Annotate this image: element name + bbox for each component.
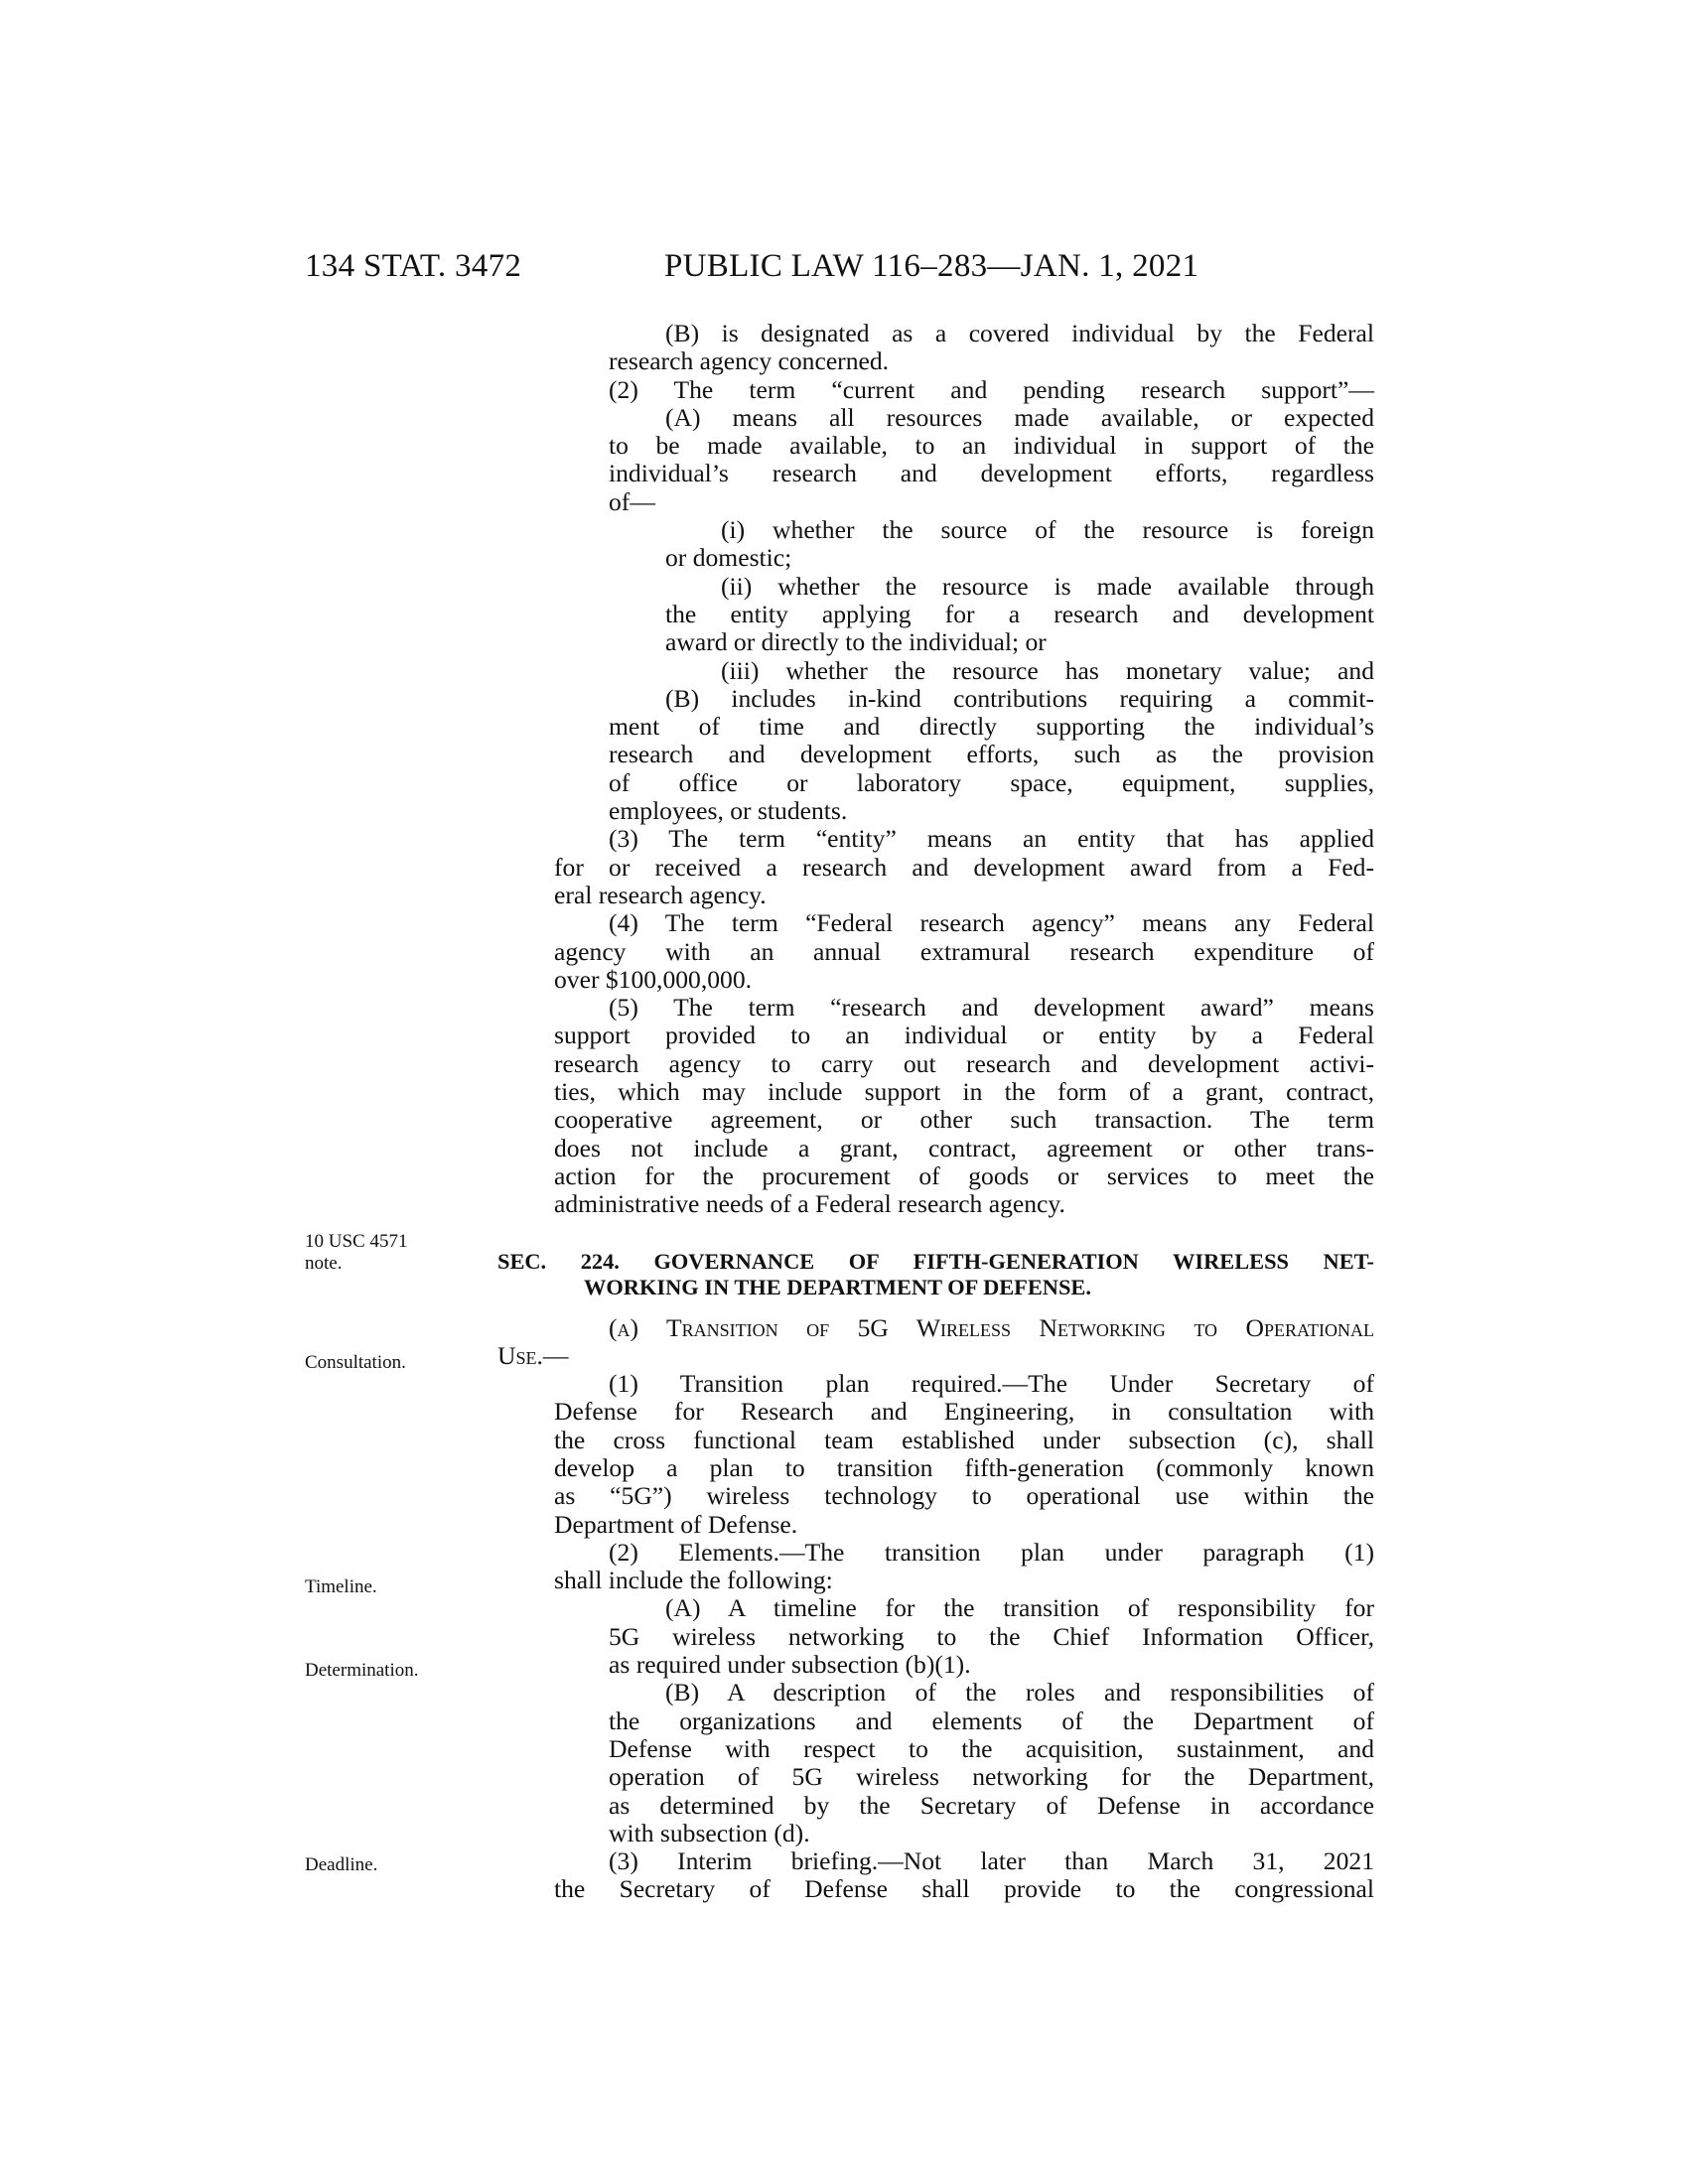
section-heading-continued: WORKING IN THE DEPARTMENT OF DEFENSE. xyxy=(584,1274,1091,1299)
text-line: (2) The term “current and pending research support”— xyxy=(609,374,1374,404)
text-line: does not include a grant, contract, agreement or other trans- xyxy=(554,1133,1374,1162)
paragraph-B-line: operation of 5G wireless networking for the Department, xyxy=(609,1762,1374,1792)
paragraph-1-line: Defense for Research and Engineering, in consultation with xyxy=(554,1397,1374,1427)
text-line: ment of time and directly supporting the individual’s xyxy=(609,712,1374,742)
text-line: research agency to carry out research and development activi- xyxy=(554,1048,1374,1078)
subsection-a-heading xyxy=(554,1314,1374,1342)
text-line: (iii) whether the resource has monetary value; and xyxy=(721,655,1374,685)
paragraph-B-line: Defense with respect to the acquisition, sustainment, and xyxy=(609,1733,1374,1763)
section-heading: SEC. 224. GOVERNANCE OF FIFTH-GENERATION WIRELESS NET- xyxy=(497,1248,1374,1274)
text-line: (4) The term “Federal research agency” means any Federal xyxy=(609,908,1374,938)
margin-note-consultation: Consultation. xyxy=(305,1352,406,1373)
text-line: award or directly to the individual; or xyxy=(665,627,1047,657)
text-line: to be made available, to an individual in support of the xyxy=(609,431,1374,461)
text-line: administrative needs of a Federal research agency. xyxy=(554,1189,1065,1219)
text-line: employees, or students. xyxy=(609,796,848,826)
text-line: (3) The term “entity” means an entity that has applied xyxy=(609,824,1374,854)
text-line: (ii) whether the resource is made available through xyxy=(721,571,1374,601)
paragraph-2-line: shall include the following: xyxy=(554,1566,833,1595)
paragraph-2-line: (2) Elements.—The transition plan under paragraph (1) xyxy=(609,1537,1374,1567)
paragraph-1-line: Department of Defense. xyxy=(554,1509,798,1539)
text-line: agency with an annual extramural research expenditure of xyxy=(554,936,1374,966)
subsection-a-line2: Use.— xyxy=(497,1340,569,1370)
text-line: or domestic; xyxy=(665,543,792,573)
paragraph-3-line: the Secretary of Defense shall provide to the congressional xyxy=(554,1874,1374,1904)
paragraph-B-line: (B) A description of the roles and responsibilities of xyxy=(665,1678,1374,1707)
main-text-column xyxy=(497,319,1374,1904)
paragraph-1-line: develop a plan to transition fifth-generation (commonly known xyxy=(554,1452,1374,1482)
paragraph-B-line: as determined by the Secretary of Defense in accordance xyxy=(609,1790,1374,1820)
text-line: ties, which may include support in the form of a grant, contract, xyxy=(554,1077,1374,1107)
text-line: (A) means all resources made available, or expected xyxy=(665,402,1374,432)
subsection-a-line1: (a) Transition of 5G Wireless Networking to Operational xyxy=(609,1312,1374,1342)
stat-reference: 134 STAT. 3472 xyxy=(305,248,522,284)
margin-note-timeline: Timeline. xyxy=(305,1576,377,1597)
paragraph-A-line: as required under subsection (b)(1). xyxy=(609,1650,971,1680)
text-line: for or received a research and development award from a Fed- xyxy=(554,852,1374,882)
paragraph-A-line: 5G wireless networking to the Chief Information Officer, xyxy=(609,1621,1374,1651)
paragraph-1-line: the cross functional team established under subsection (c), shall xyxy=(554,1425,1374,1454)
text-line: eral research agency. xyxy=(554,880,767,909)
paragraph-B-line: the organizations and elements of the Department of xyxy=(609,1706,1374,1735)
margin-note-determination: Determination. xyxy=(305,1660,419,1681)
text-line: action for the procurement of goods or services to meet the xyxy=(554,1160,1374,1190)
paragraph-1-line: (1) Transition plan required.—The Under Secretary of xyxy=(609,1369,1374,1399)
margin-note-code-ref: 10 USC 4571 xyxy=(305,1231,408,1252)
text-line: the entity applying for a research and development xyxy=(665,599,1374,628)
paragraph-B-line: with subsection (d). xyxy=(609,1818,810,1847)
text-line: over $100,000,000. xyxy=(554,964,753,994)
text-line: (5) The term “research and development award” means xyxy=(609,993,1374,1023)
text-line: (B) is designated as a covered individual by the Federal xyxy=(665,319,1374,347)
text-line: research and development efforts, such as the provision xyxy=(609,740,1374,769)
text-line: of— xyxy=(609,486,655,516)
text-line: (B) includes in-kind contributions requiring a commit- xyxy=(665,683,1374,713)
text-line: (i) whether the source of the resource is foreign xyxy=(721,515,1374,545)
subsection-a-heading-continued xyxy=(497,1342,1374,1370)
paragraph-3-line: (3) Interim briefing.—Not later than March 31, 2021 xyxy=(609,1846,1374,1876)
text-line: individual’s research and development efforts, regardless xyxy=(609,459,1374,488)
text-line: research agency concerned. xyxy=(609,346,890,376)
paragraph-1-line: as “5G”) wireless technology to operational use within the xyxy=(554,1481,1374,1511)
text-line: support provided to an individual or entity by a Federal xyxy=(554,1021,1374,1050)
margin-note-code-ref-note: note. xyxy=(305,1253,343,1274)
text-line: of office or laboratory space, equipment, supplies, xyxy=(609,767,1374,797)
paragraph-A-line: (A) A timeline for the transition of responsibility for xyxy=(665,1593,1374,1623)
page-header-title: PUBLIC LAW 116–283—JAN. 1, 2021 xyxy=(664,248,1199,284)
text-line: cooperative agreement, or other such transaction. The term xyxy=(554,1105,1374,1135)
margin-note-deadline: Deadline. xyxy=(305,1854,378,1875)
